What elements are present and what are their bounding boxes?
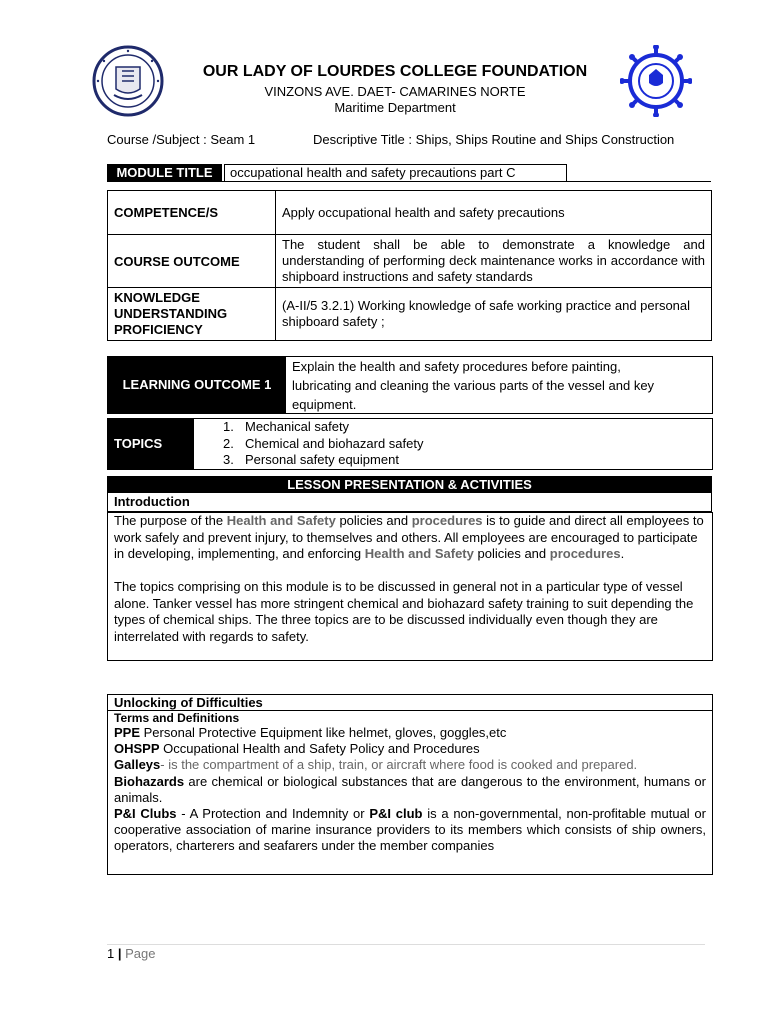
topic-text: Mechanical safety bbox=[245, 419, 350, 434]
term-pi-clubs bbox=[114, 806, 706, 855]
term-ppe bbox=[114, 725, 706, 741]
introduction-heading: Introduction bbox=[107, 493, 712, 512]
text-run: policies and bbox=[335, 513, 412, 528]
list-item bbox=[223, 419, 424, 436]
term-label: PPE bbox=[114, 725, 141, 740]
competence-table bbox=[107, 190, 712, 341]
term-definition: is a non-governmental, non-profitable mutual or cooperative association of marine insurance providers to its members which consists of ship owners, operators, charterers and seafarers under the member companies bbox=[114, 806, 706, 854]
term-definition: - is the compartment of a ship, train, or aircraft where food is cooked and prepared. bbox=[160, 757, 638, 773]
text-run: is to guide and direct all employees to work safely and prevent injury, to themselves and others. All employees are encouraged to participate in developing, implementing, and enforcing bbox=[114, 513, 704, 561]
topics-label: TOPICS bbox=[108, 419, 194, 469]
department-name: Maritime Department bbox=[334, 100, 456, 115]
topic-text: Chemical and biohazard safety bbox=[245, 435, 424, 451]
text-run: policies and bbox=[473, 546, 550, 561]
learning-outcome-box bbox=[107, 356, 713, 414]
term-definition: Personal Protective Equipment like helmet, gloves, goggles,etc bbox=[140, 725, 507, 740]
college-address: VINZONS AVE. DAET- CAMARINES NORTE bbox=[264, 84, 526, 99]
highlight-term: procedures bbox=[411, 513, 483, 528]
course-subject: Course /Subject : Seam 1 bbox=[107, 132, 256, 147]
learning-outcome-text: Explain the health and safety procedures before painting, lubricating and cleaning the various parts of the vessel and key equipment. bbox=[292, 359, 655, 412]
term-label: P&I Clubs bbox=[114, 806, 177, 822]
unlocking-body bbox=[108, 711, 712, 855]
term-label: Galleys bbox=[114, 757, 161, 773]
topic-number: 1. bbox=[223, 419, 234, 434]
highlight-term: Health and Safety bbox=[364, 546, 474, 561]
course-outcome-value: The student shall be able to demonstrate a knowledge and understanding of performing deck maintenance works in accordance with shipboard instructions and safety standards bbox=[276, 235, 712, 288]
topic-number: 3. bbox=[223, 452, 234, 467]
college-name: OUR LADY OF LOURDES COLLEGE FOUNDATION bbox=[202, 63, 588, 80]
course-outcome-label: COURSE OUTCOME bbox=[108, 235, 276, 288]
topics-box bbox=[107, 418, 713, 470]
term-definition: are chemical or biological substances that are dangerous to the environment, humans or animals. bbox=[114, 773, 706, 805]
topic-number: 2. bbox=[223, 435, 234, 451]
lesson-presentation-bar: LESSON PRESENTATION & ACTIVITIES bbox=[107, 476, 712, 493]
highlight-term: procedures bbox=[549, 546, 621, 561]
learning-outcome-label: LEARNING OUTCOME 1 bbox=[108, 357, 286, 413]
intro-paragraph-1 bbox=[114, 513, 706, 563]
term-label: OHSPP bbox=[114, 741, 160, 757]
term-label: P&I club bbox=[369, 806, 423, 822]
terms-subheading: Terms and Definitions bbox=[114, 711, 240, 725]
topic-text: Personal safety equipment bbox=[245, 452, 399, 467]
highlight-term: Health and Safety bbox=[226, 513, 336, 528]
knowledge-label: KNOWLEDGE UNDERSTANDING PROFICIENCY bbox=[108, 288, 276, 341]
course-line bbox=[107, 132, 707, 147]
list-item bbox=[223, 452, 424, 469]
term-definition: Occupational Health and Safety Policy and Procedures bbox=[159, 741, 480, 757]
list-item bbox=[223, 436, 424, 453]
table-row bbox=[108, 235, 712, 288]
page-number: 1 bbox=[107, 946, 115, 961]
competence-value: Apply occupational health and safety precautions bbox=[276, 191, 712, 235]
term-biohazards bbox=[114, 774, 706, 806]
term-ohspp bbox=[114, 741, 706, 757]
footer-divider bbox=[107, 944, 705, 945]
page-footer bbox=[107, 946, 155, 961]
module-title-label: MODULE TITLE bbox=[107, 164, 222, 182]
descriptive-title: Descriptive Title : Ships, Ships Routine and Ships Construction bbox=[313, 132, 675, 147]
unlocking-difficulties-box bbox=[107, 694, 713, 875]
term-galleys bbox=[114, 757, 706, 773]
topics-list bbox=[223, 419, 424, 469]
text-run: The purpose of the bbox=[114, 513, 227, 528]
table-row bbox=[108, 288, 712, 341]
module-divider bbox=[107, 181, 711, 182]
table-row bbox=[108, 191, 712, 235]
unlocking-heading: Unlocking of Difficulties bbox=[108, 695, 712, 711]
text-run: . bbox=[620, 546, 625, 561]
intro-paragraph-2: The topics comprising on this module is to be discussed in general not in a particular type of vessel alone. Tanker vessel has more stringent chemical and biohazard safety training to suit depending the types of chemical ships. The three topics are to be discussed individually even though they are interrelated with regards to safety. bbox=[114, 579, 694, 644]
competence-label: COMPETENCE/S bbox=[108, 191, 276, 235]
page-word: Page bbox=[125, 946, 156, 961]
page-separator: | bbox=[114, 946, 126, 961]
module-title-value: occupational health and safety precautions part C bbox=[224, 164, 567, 182]
term-label: Biohazards bbox=[114, 773, 185, 789]
term-definition: - A Protection and Indemnity or bbox=[176, 806, 370, 822]
introduction-body bbox=[107, 512, 713, 661]
knowledge-value: (A-II/5 3.2.1) Working knowledge of safe working practice and personal shipboard safety ; bbox=[276, 288, 712, 341]
